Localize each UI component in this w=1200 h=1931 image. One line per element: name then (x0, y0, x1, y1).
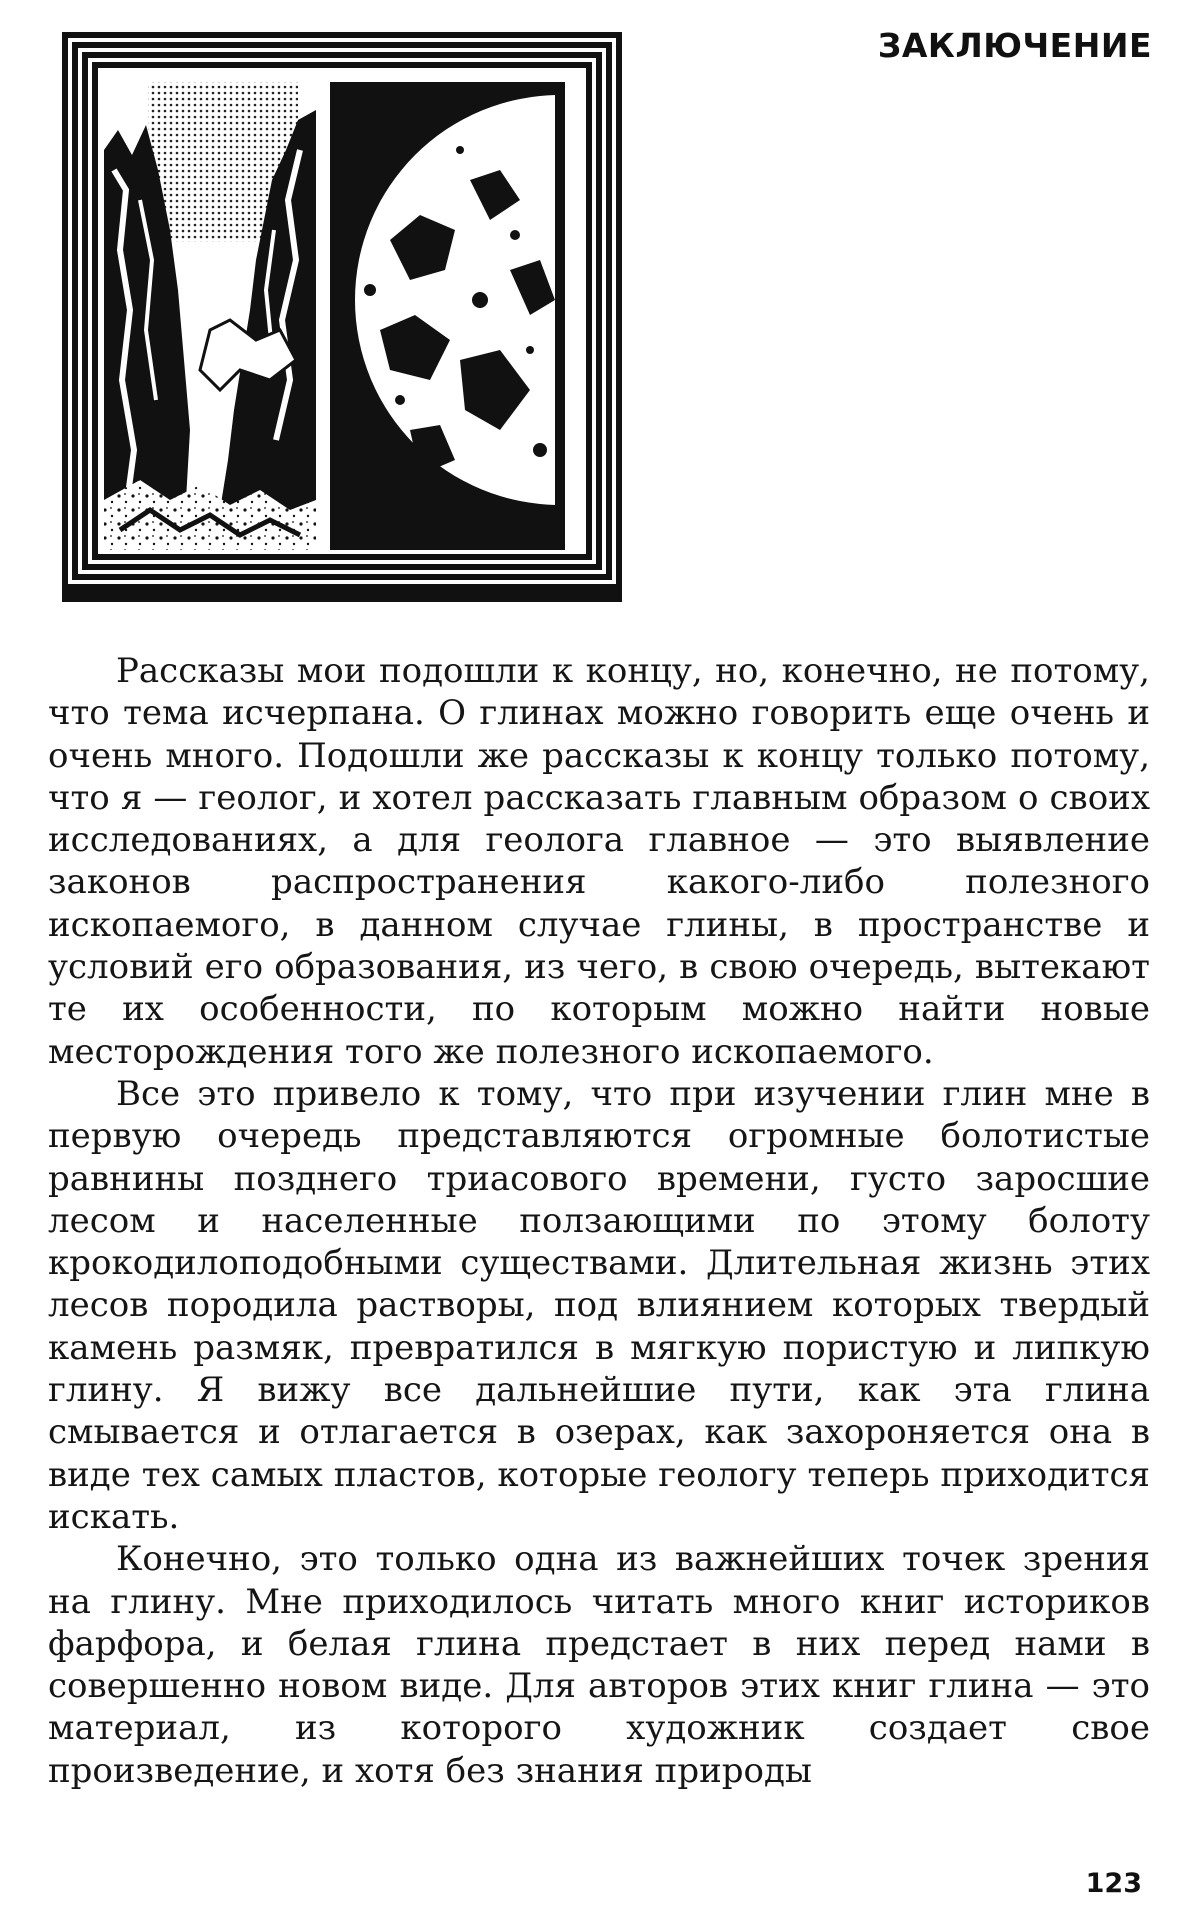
canyon-panel (104, 74, 316, 550)
page-number: 123 (1085, 1868, 1142, 1899)
canyon-and-planet-illustration (60, 30, 625, 605)
body-text (48, 650, 1150, 1792)
paragraph-1: Рассказы мои подошли к концу, но, конечно, не потому, что тема исчерпана. О глинах можно говорить еще очень и очень много. Подошли же рассказы к концу только потому, что я — геолог, и хотел рассказать главным образом о своих исследованиях, а для геолога главное — это выявление законов распространения какого-либо полезного ископаемого, в данном случае глины, в пространстве и условий его образования, из чего, в свою очередь, вытекают те их особенности, по которым можно найти новые месторождения того же полезного ископаемого. (48, 651, 1150, 1072)
paragraph-3: Конечно, это только одна из важнейших точек зрения на глину. Мне приходилось читать много книг историков фарфора, и белая глина предстает в них перед нами в совершенно новом виде. Для авторов этих книг глина — это материал, из которого художник создает свое произведение, и хотя без знания природы (48, 1539, 1150, 1791)
paragraph-2: Все это привело к тому, что при изучении глин мне в первую очередь представляются огромные болотистые равнины позднего триасового времени, густо заросшие лесом и населенные ползающими по этому болоту крокодилоподобными существами. Длительная жизнь этих лесов породила растворы, под влиянием которых твердый камень размяк, превратился в мягкую пористую и липкую глину. Я вижу все дальнейшие пути, как эта глина смывается и отлагается в озерах, как захороняется она в виде тех самых пластов, которые геологу теперь приходится искать. (48, 1073, 1150, 1537)
section-title: ЗАКЛЮЧЕНИЕ (877, 26, 1152, 65)
